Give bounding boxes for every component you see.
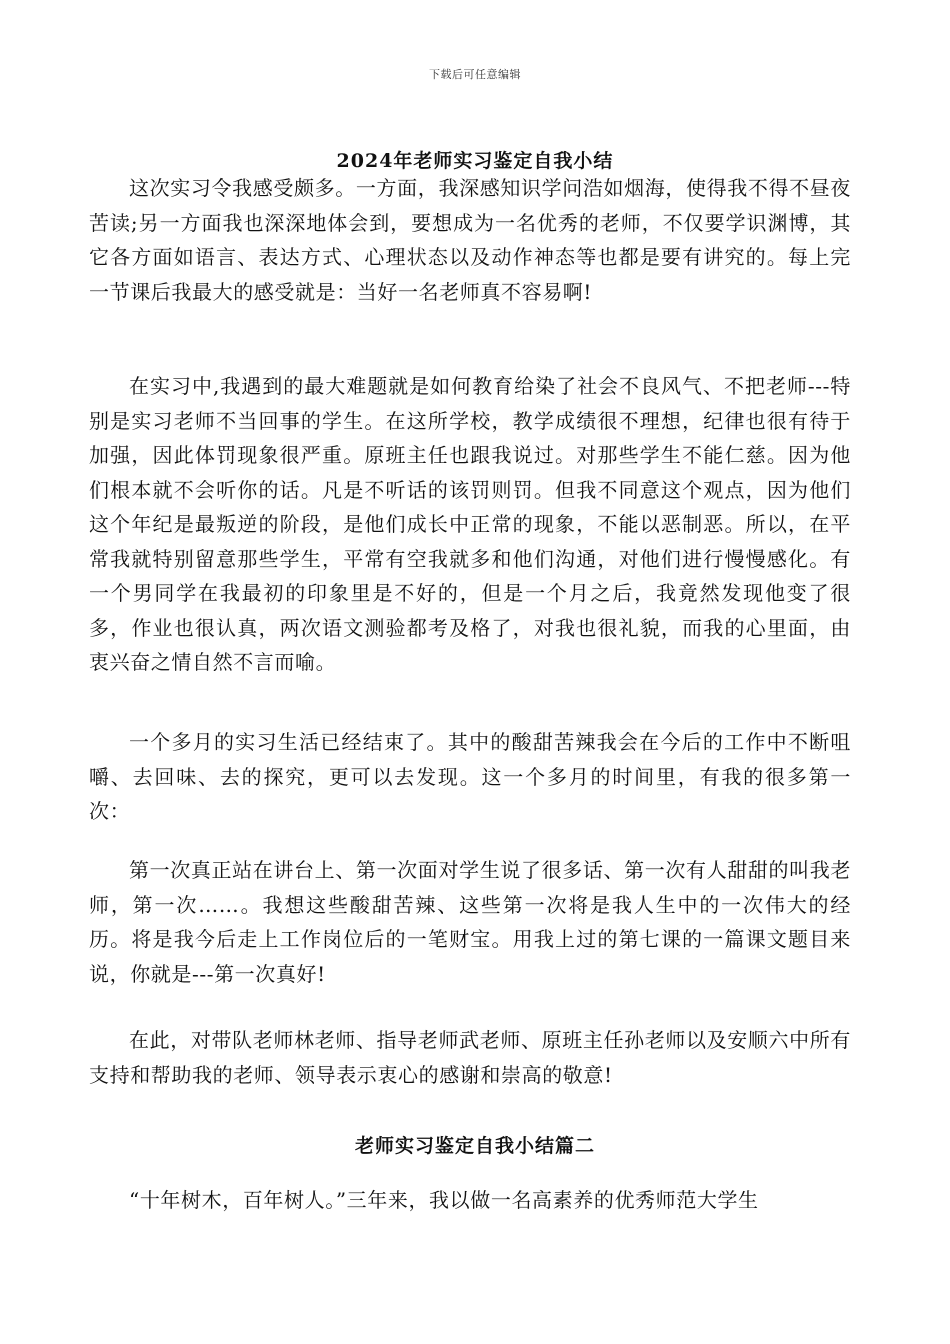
paragraph: “十年树木，百年树人。”三年来，我以做一名高素养的优秀师范大学生: [129, 1188, 759, 1212]
paragraph: 第一次真正站在讲台上、第一次面对学生说了很多话、第一次有人甜甜的叫我老师，第一次……。我想这些酸甜苦辣、这些第一次将是我人生中的一次伟大的经历。将是我今后走上工作岗位后的一笔财宝。用我上过的第七课的一篇课文题目来说，你就是---第一次真好!: [89, 858, 851, 986]
header-note: 下载后可任意编辑: [429, 68, 521, 81]
paragraph: 在实习中,我遇到的最大难题就是如何教育给染了社会不良风气、不把老师---特别是实习老师不当回事的学生。在这所学校，教学成绩很不理想，纪律也很有待于加强，因此体罚现象很严重。原班主任也跟我说过。对那些学生不能仁慈。因为他们根本就不会听你的话。凡是不听话的该罚则罚。但我不同意这个观点，因为他们这个年纪是最叛逆的阶段，是他们成长中正常的现象，不能以恶制恶。所以，在平常我就特别留意那些学生，平常有空我就多和他们沟通，对他们进行慢慢感化。有一个男同学在我最初的印象里是不好的，但是一个月之后，我竟然发现他变了很多，作业也很认真，两次语文测验都考及格了，对我也很礼貌，而我的心里面，由衷兴奋之情自然不言而喻。: [89, 374, 851, 674]
paragraph: 这次实习令我感受颇多。一方面，我深感知识学问浩如烟海，使得我不得不昼夜苦读;另一方面我也深深地体会到，要想成为一名优秀的老师，不仅要学识渊博，其它各方面如语言、表达方式、心理状态以及动作神态等也都是要有讲究的。每上完一节课后我最大的感受就是：当好一名老师真不容易啊!: [89, 176, 851, 304]
paragraph: 在此，对带队老师林老师、指导老师武老师、原班主任孙老师以及安顺六中所有支持和帮助我的老师、领导表示衷心的感谢和崇高的敬意!: [89, 1028, 851, 1087]
document-title: 2024年老师实习鉴定自我小结: [336, 150, 614, 172]
paragraph: 一个多月的实习生活已经结束了。其中的酸甜苦辣我会在今后的工作中不断咀嚼、去回味、去的探究，更可以去发现。这一个多月的时间里，有我的很多第一次：: [89, 730, 851, 823]
section-title: 老师实习鉴定自我小结篇二: [354, 1135, 595, 1157]
